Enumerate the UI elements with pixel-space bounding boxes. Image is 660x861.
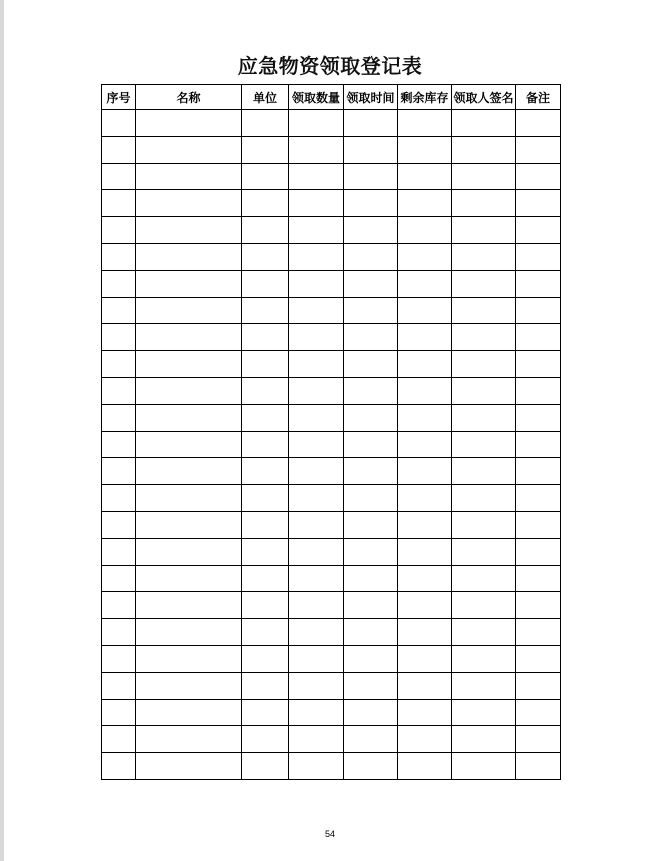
table-row	[102, 243, 561, 270]
table-cell	[102, 217, 136, 244]
table-cell	[289, 726, 344, 753]
table-cell	[136, 619, 242, 646]
table-cell	[452, 110, 516, 137]
table-cell	[136, 565, 242, 592]
table-cell	[136, 110, 242, 137]
table-row	[102, 485, 561, 512]
table-cell	[136, 190, 242, 217]
table-cell	[136, 217, 242, 244]
table-cell	[289, 592, 344, 619]
table-cell	[136, 431, 242, 458]
column-header-name: 名称	[136, 85, 242, 110]
table-cell	[516, 592, 561, 619]
table-cell	[242, 753, 289, 780]
table-row	[102, 324, 561, 351]
table-cell	[289, 619, 344, 646]
table-cell	[136, 324, 242, 351]
table-cell	[398, 324, 452, 351]
table-cell	[344, 136, 398, 163]
table-row	[102, 110, 561, 137]
table-cell	[242, 324, 289, 351]
table-cell	[398, 110, 452, 137]
table-cell	[102, 592, 136, 619]
table-cell	[398, 645, 452, 672]
table-cell	[102, 458, 136, 485]
table-cell	[289, 458, 344, 485]
table-body	[102, 110, 561, 780]
table-cell	[102, 431, 136, 458]
table-cell	[344, 485, 398, 512]
table-cell	[102, 565, 136, 592]
table-cell	[102, 243, 136, 270]
table-cell	[516, 136, 561, 163]
table-cell	[452, 565, 516, 592]
table-cell	[289, 377, 344, 404]
table-cell	[516, 110, 561, 137]
table-cell	[452, 190, 516, 217]
table-cell	[452, 592, 516, 619]
table-cell	[516, 699, 561, 726]
table-cell	[344, 753, 398, 780]
table-cell	[289, 110, 344, 137]
table-cell	[344, 458, 398, 485]
table-cell	[242, 110, 289, 137]
table-cell	[516, 538, 561, 565]
table-cell	[516, 217, 561, 244]
table-cell	[136, 351, 242, 378]
table-cell	[289, 672, 344, 699]
table-cell	[136, 592, 242, 619]
table-row	[102, 136, 561, 163]
table-cell	[102, 377, 136, 404]
table-cell	[344, 351, 398, 378]
table-cell	[516, 726, 561, 753]
table-cell	[136, 243, 242, 270]
table-cell	[398, 753, 452, 780]
table-cell	[102, 110, 136, 137]
table-cell	[289, 297, 344, 324]
table-cell	[516, 270, 561, 297]
table-cell	[242, 404, 289, 431]
table-cell	[452, 726, 516, 753]
table-cell	[452, 699, 516, 726]
table-row	[102, 458, 561, 485]
registration-table	[101, 84, 561, 780]
table-cell	[516, 458, 561, 485]
table-cell	[452, 243, 516, 270]
page-number: 54	[324, 829, 335, 839]
table-cell	[344, 699, 398, 726]
table-cell	[452, 270, 516, 297]
table-row	[102, 270, 561, 297]
table-cell	[398, 485, 452, 512]
table-cell	[516, 297, 561, 324]
table-cell	[136, 538, 242, 565]
table-cell	[136, 458, 242, 485]
table-cell	[102, 190, 136, 217]
table-cell	[242, 217, 289, 244]
table-cell	[136, 753, 242, 780]
table-cell	[516, 753, 561, 780]
table-cell	[102, 404, 136, 431]
table-cell	[452, 404, 516, 431]
table-cell	[242, 190, 289, 217]
table-cell	[452, 538, 516, 565]
table-cell	[242, 538, 289, 565]
column-header-remaining-stock: 剩余库存	[398, 85, 452, 110]
table-cell	[242, 485, 289, 512]
column-header-time: 领取时间	[344, 85, 398, 110]
table-cell	[398, 377, 452, 404]
table-cell	[289, 190, 344, 217]
table-cell	[102, 485, 136, 512]
table-cell	[452, 431, 516, 458]
table-cell	[516, 485, 561, 512]
table-cell	[136, 511, 242, 538]
table-cell	[452, 324, 516, 351]
table-row	[102, 217, 561, 244]
table-cell	[398, 351, 452, 378]
table-cell	[289, 163, 344, 190]
table-row	[102, 753, 561, 780]
column-header-unit: 单位	[242, 85, 289, 110]
table-cell	[344, 592, 398, 619]
table-cell	[516, 190, 561, 217]
table-cell	[398, 404, 452, 431]
table-cell	[452, 377, 516, 404]
table-row	[102, 351, 561, 378]
table-row	[102, 538, 561, 565]
table-cell	[452, 458, 516, 485]
table-cell	[452, 297, 516, 324]
table-row	[102, 565, 561, 592]
table-cell	[102, 297, 136, 324]
table-cell	[242, 297, 289, 324]
table-cell	[136, 270, 242, 297]
table-cell	[516, 351, 561, 378]
table-cell	[289, 270, 344, 297]
table-cell	[398, 190, 452, 217]
table-cell	[452, 511, 516, 538]
table-cell	[452, 136, 516, 163]
column-header-signature: 领取人签名	[452, 85, 516, 110]
table-cell	[398, 592, 452, 619]
table-cell	[102, 672, 136, 699]
table-cell	[136, 726, 242, 753]
table-cell	[102, 351, 136, 378]
table-cell	[516, 565, 561, 592]
table-cell	[516, 431, 561, 458]
table-cell	[344, 672, 398, 699]
table-cell	[289, 699, 344, 726]
table-cell	[344, 163, 398, 190]
table-cell	[102, 645, 136, 672]
table-cell	[136, 485, 242, 512]
document-title: 应急物资领取登记表	[237, 54, 423, 78]
table-row	[102, 619, 561, 646]
table-cell	[398, 297, 452, 324]
table-cell	[242, 565, 289, 592]
table-row	[102, 431, 561, 458]
table-cell	[102, 753, 136, 780]
table-row	[102, 190, 561, 217]
table-cell	[289, 324, 344, 351]
column-header-quantity: 领取数量	[289, 85, 344, 110]
table-cell	[398, 538, 452, 565]
table-cell	[398, 699, 452, 726]
column-header-index: 序号	[102, 85, 136, 110]
table-cell	[516, 672, 561, 699]
table-cell	[289, 217, 344, 244]
table-cell	[452, 753, 516, 780]
table-cell	[102, 324, 136, 351]
table-cell	[136, 672, 242, 699]
table-row	[102, 592, 561, 619]
table-cell	[136, 163, 242, 190]
table-row	[102, 377, 561, 404]
table-cell	[242, 726, 289, 753]
table-cell	[344, 377, 398, 404]
table-cell	[452, 645, 516, 672]
table-cell	[136, 404, 242, 431]
table-cell	[242, 163, 289, 190]
table-cell	[398, 458, 452, 485]
table-cell	[398, 619, 452, 646]
table-cell	[516, 377, 561, 404]
table-cell	[344, 726, 398, 753]
table-cell	[398, 672, 452, 699]
table-cell	[102, 163, 136, 190]
table-row	[102, 511, 561, 538]
table-cell	[516, 243, 561, 270]
table-cell	[102, 726, 136, 753]
table-cell	[516, 163, 561, 190]
table-cell	[398, 217, 452, 244]
table-row	[102, 404, 561, 431]
table-cell	[516, 324, 561, 351]
table-cell	[242, 511, 289, 538]
table-row	[102, 726, 561, 753]
table-cell	[136, 136, 242, 163]
table-row	[102, 297, 561, 324]
table-cell	[398, 511, 452, 538]
table-cell	[242, 458, 289, 485]
table-cell	[136, 645, 242, 672]
table-cell	[289, 538, 344, 565]
table-cell	[516, 404, 561, 431]
table-cell	[242, 431, 289, 458]
table-cell	[344, 110, 398, 137]
column-header-remarks: 备注	[516, 85, 561, 110]
table-cell	[136, 699, 242, 726]
table-cell	[289, 565, 344, 592]
table-cell	[344, 324, 398, 351]
table-cell	[344, 511, 398, 538]
table-cell	[344, 297, 398, 324]
table-cell	[344, 538, 398, 565]
table-cell	[242, 351, 289, 378]
table-cell	[102, 511, 136, 538]
table-cell	[289, 485, 344, 512]
table-cell	[242, 645, 289, 672]
table-cell	[136, 297, 242, 324]
table-cell	[452, 485, 516, 512]
table-cell	[344, 270, 398, 297]
table-cell	[102, 699, 136, 726]
table-cell	[516, 511, 561, 538]
table-cell	[344, 190, 398, 217]
table-cell	[136, 377, 242, 404]
table-cell	[242, 136, 289, 163]
table-cell	[289, 753, 344, 780]
table-row	[102, 699, 561, 726]
table-cell	[344, 243, 398, 270]
table-cell	[452, 351, 516, 378]
table-row	[102, 672, 561, 699]
table-cell	[289, 645, 344, 672]
table-cell	[452, 217, 516, 244]
table-cell	[344, 645, 398, 672]
table-cell	[516, 619, 561, 646]
table-cell	[452, 163, 516, 190]
table-cell	[102, 619, 136, 646]
table-cell	[398, 243, 452, 270]
table-cell	[289, 404, 344, 431]
table-cell	[344, 404, 398, 431]
table-cell	[242, 672, 289, 699]
table-cell	[398, 431, 452, 458]
table-cell	[452, 619, 516, 646]
table-cell	[344, 619, 398, 646]
table-cell	[398, 726, 452, 753]
table-cell	[242, 377, 289, 404]
table-cell	[289, 243, 344, 270]
table-cell	[242, 619, 289, 646]
table-cell	[102, 270, 136, 297]
table-cell	[289, 136, 344, 163]
table-row	[102, 645, 561, 672]
table-row	[102, 163, 561, 190]
table-cell	[398, 163, 452, 190]
table-cell	[398, 565, 452, 592]
table-cell	[102, 136, 136, 163]
table-cell	[242, 243, 289, 270]
table-cell	[452, 672, 516, 699]
table-cell	[242, 270, 289, 297]
table-cell	[344, 431, 398, 458]
table-cell	[344, 217, 398, 244]
table-cell	[289, 351, 344, 378]
table-cell	[242, 592, 289, 619]
table-cell	[242, 699, 289, 726]
table-cell	[398, 136, 452, 163]
table-cell	[289, 431, 344, 458]
table-cell	[102, 538, 136, 565]
table-cell	[516, 645, 561, 672]
table-cell	[344, 565, 398, 592]
table-cell	[398, 270, 452, 297]
table-cell	[289, 511, 344, 538]
table-header-row	[102, 85, 561, 110]
